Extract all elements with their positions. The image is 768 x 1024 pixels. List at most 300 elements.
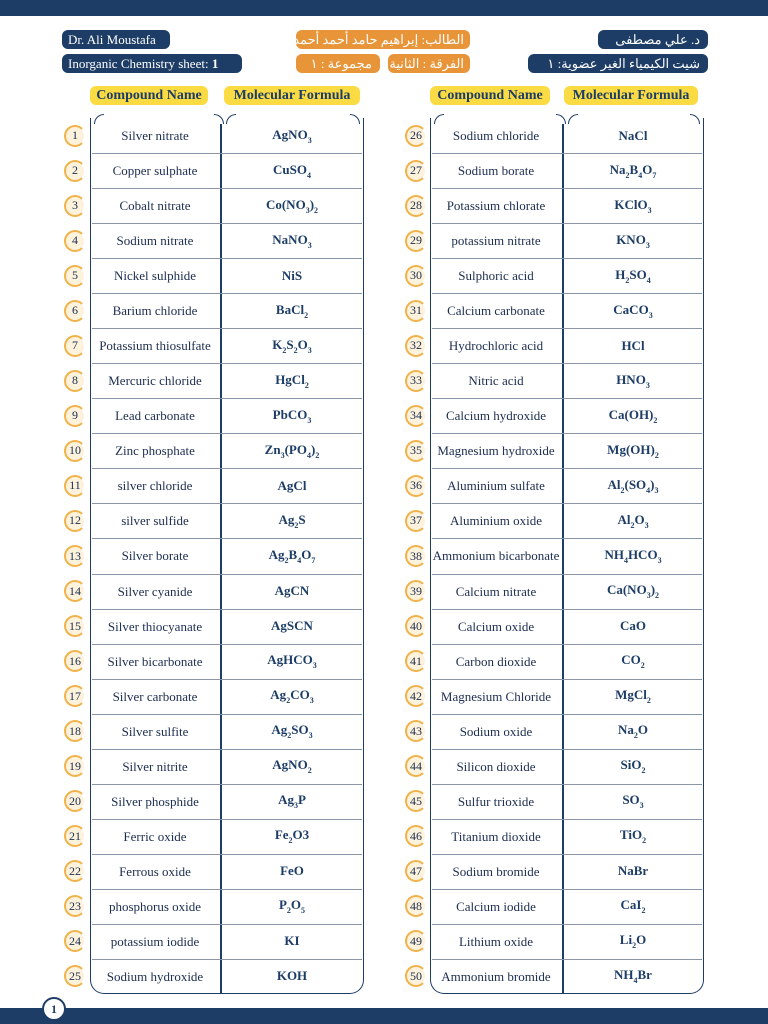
molecular-formula [220,372,364,390]
formula-part: O [634,511,645,527]
table-row [90,398,364,433]
formula-subscript: 2 [304,310,309,320]
row-number-badge [64,860,86,882]
compound-name: Ferric oxide [123,828,187,844]
table-row [90,924,364,959]
formula-part: AgNO [272,126,308,142]
table-row [90,538,364,573]
compound-name: Barium chloride [112,303,198,319]
formula-part: SO [291,722,309,738]
formula-subscript: 3 [307,345,312,355]
group-number [296,54,380,73]
row-number-badge [405,510,427,532]
formula-part: Ca(OH) [608,406,654,422]
compound-name: Sodium chloride [452,128,540,144]
row-number: 35 [410,443,422,458]
formula-part: Fe [274,827,289,843]
formula-part: Ag [268,546,285,562]
formula-part: Br [637,967,652,983]
row-number-badge [64,720,86,742]
formula-subscript: 2 [287,731,292,741]
class-level-text: الفرقة : الثانية [389,55,464,71]
formula-part: O [642,161,653,177]
formula-subscript: 2 [286,696,291,706]
row-number: 18 [69,723,81,738]
row-number: 8 [72,373,78,388]
formula-part: P [297,792,306,808]
row-number-badge [405,545,427,567]
row-number-badge [405,475,427,497]
formula-subscript: 4 [306,170,311,180]
row-number: 40 [410,618,422,633]
molecular-formula [220,687,364,705]
table-row [90,118,364,153]
row-number-badge [405,195,427,217]
molecular-formula [562,792,704,810]
molecular-formula [562,582,704,600]
author-ar-text: د. علي مصطفى [615,31,700,47]
formula-subscript: 2 [632,941,637,951]
molecular-formula [562,932,704,950]
formula-part: Ca(NO [606,582,647,598]
molecular-formula [562,442,704,460]
compound-name: potassium iodide [110,933,200,949]
formula-subscript: 2 [633,731,638,741]
compound-name: Titanium dioxide [451,828,541,844]
molecular-formula [562,407,704,425]
sheet-ar [528,54,708,73]
row-number: 7 [72,338,78,353]
molecular-formula [220,827,364,845]
row-number: 33 [410,373,422,388]
table-row [90,609,364,644]
row-number-badge [405,125,427,147]
formula-part: Ag [278,792,294,808]
formula-part: AgCl [277,477,307,493]
row-number-badge [405,650,427,672]
formula-subscript: 3 [293,801,298,811]
row-number: 42 [410,688,422,703]
compound-name: silver sulfide [121,513,189,529]
molecular-formula [220,478,364,494]
formula-part: Na [609,161,626,177]
formula-subscript: 2 [630,520,635,530]
row-number-badge [64,160,86,182]
row-number-badge [64,125,86,147]
row-number: 5 [72,268,78,283]
table-row [90,679,364,714]
formula-part: O [297,336,308,352]
sheet-en [62,54,242,73]
molecular-formula [562,197,704,215]
row-number-badge [405,160,427,182]
row-number: 10 [69,443,81,458]
formula-part: O [637,722,648,738]
row-number-badge [64,650,86,672]
formula-subscript: 3 [309,696,314,706]
sheet-ar-text: شيت الكيمياء الغير عضوية: ١ [547,55,700,71]
row-number-badge [405,580,427,602]
compound-name: Lead carbonate [115,408,195,424]
right-col-name-header [430,86,550,105]
compound-name: Cobalt nitrate [119,198,191,214]
row-number: 38 [410,548,422,563]
row-number: 43 [410,723,422,738]
table-row [90,714,364,749]
molecular-formula [220,792,364,810]
formula-part: B [288,546,298,562]
formula-part: ) [310,441,316,457]
compound-name: Magnesium hydroxide [437,443,555,459]
table-row [430,153,704,188]
table-row [430,644,704,679]
row-number-badge [405,265,427,287]
formula-subscript: 3 [657,555,662,565]
formula-part: CaI [620,897,642,913]
formula-subscript: 3 [644,520,649,530]
formula-part: (PO [284,441,307,457]
molecular-formula [220,863,364,879]
row-number-badge [405,405,427,427]
right-col-formula-text: Molecular Formula [572,87,690,103]
row-number: 15 [69,618,81,633]
molecular-formula [562,372,704,390]
formula-subscript: 2 [625,275,630,285]
formula-subscript: 3 [312,661,317,671]
row-number-badge [405,895,427,917]
row-number: 14 [69,583,81,598]
formula-subscript: 2 [641,766,646,776]
row-number-badge [64,335,86,357]
molecular-formula [220,547,364,565]
compound-name: Nitric acid [468,373,524,389]
formula-part: NaCl [618,127,648,143]
row-number-badge [405,300,427,322]
formula-part: Mg(OH) [607,441,655,457]
row-number: 23 [69,898,81,913]
compound-name: Ferrous oxide [119,863,191,879]
molecular-formula [562,267,704,285]
formula-part: HNO [616,371,646,387]
table-row [430,679,704,714]
table-row [430,959,704,994]
formula-part: NaBr [617,863,649,879]
formula-subscript: 2 [646,696,651,706]
formula-part: HCl [621,337,645,353]
formula-part: H [615,266,626,282]
formula-part: AgNO [272,757,308,773]
table-row [430,258,704,293]
table-row [430,118,704,153]
row-number: 17 [69,688,81,703]
formula-subscript: 4 [638,170,643,180]
group-number-text: مجموعة : ١ [310,55,372,71]
row-number: 39 [410,583,422,598]
molecular-formula [220,968,364,984]
row-number-badge [64,685,86,707]
formula-subscript: 2 [625,170,630,180]
molecular-formula [562,338,704,354]
formula-part: AgCN [274,583,310,599]
molecular-formula [562,128,704,144]
formula-part: Li [619,932,633,948]
row-number: 26 [410,128,422,143]
row-number-badge [405,440,427,462]
formula-part: HgCl [275,371,305,387]
formula-part: O [301,546,312,562]
molecular-formula [562,652,704,670]
formula-part: NaNO [272,231,308,247]
formula-subscript: 3 [648,310,653,320]
molecular-formula [220,933,364,949]
compound-name: Calcium oxide [457,618,535,634]
compound-name: Calcium carbonate [447,303,545,319]
table-row [90,188,364,223]
formula-subscript: 3 [307,135,312,145]
molecular-formula [220,232,364,250]
formula-subscript: 4 [623,555,628,565]
row-number-badge [64,475,86,497]
formula-part: AgSCN [271,618,313,634]
compound-name: Lithium oxide [458,933,534,949]
row-number-badge [64,615,86,637]
table-row [430,749,704,784]
molecular-formula [220,407,364,425]
table-row [90,854,364,889]
compound-name: Potassium chlorate [446,198,546,214]
table-row [430,609,704,644]
formula-subscript: 3 [308,731,313,741]
molecular-formula [562,687,704,705]
molecular-formula [562,897,704,915]
row-number: 37 [410,513,422,528]
table-row [430,784,704,819]
left-col-name-text: Compound Name [96,87,202,103]
formula-subscript: 3 [307,240,312,250]
formula-subscript: 3 [646,591,651,601]
bottom-bar [0,1008,768,1024]
row-number-badge [405,335,427,357]
molecular-formula [220,897,364,915]
formula-subscript: 2 [640,661,645,671]
row-number-badge [405,860,427,882]
formula-subscript: 2 [284,555,289,565]
formula-subscript: 2 [315,450,320,460]
row-number: 30 [410,268,422,283]
molecular-formula [220,162,364,180]
formula-part: KClO [614,196,648,212]
compound-name: Silver bicarbonate [107,653,203,669]
page-number-text: 1 [51,1001,57,1016]
molecular-formula [562,967,704,985]
molecular-formula [220,127,364,145]
row-number-badge [64,965,86,987]
table-row [90,363,364,398]
table-row [90,468,364,503]
formula-part: Na [617,722,634,738]
molecular-formula [220,618,364,634]
right-col-formula-header [564,86,698,105]
table-row [90,644,364,679]
formula-subscript: 3 [305,205,310,215]
formula-part: ) [650,582,656,598]
formula-part: CO [621,652,641,668]
row-number-badge [405,685,427,707]
table-row [90,433,364,468]
table-row [430,398,704,433]
compound-name: phosphorus oxide [108,898,202,914]
sheet-en-label: Inorganic Chemistry sheet: [68,55,209,71]
table-row [430,889,704,924]
row-number-badge [64,265,86,287]
row-number-badge [405,230,427,252]
formula-part: NH [604,546,624,562]
compound-name: Mercuric chloride [108,373,202,389]
molecular-formula [562,232,704,250]
molecular-formula [220,442,364,460]
row-number: 22 [69,863,81,878]
molecular-formula [220,722,364,740]
formula-part: KOH [276,968,308,984]
molecular-formula [562,722,704,740]
author-en-text: Dr. Ali Moustafa [68,31,156,47]
row-number-badge [64,895,86,917]
molecular-formula [562,757,704,775]
formula-part: CaO [620,618,646,634]
formula-subscript: 2 [304,380,309,390]
formula-subscript: 2 [282,345,287,355]
author-ar [598,30,708,49]
table-row [90,574,364,609]
formula-part: CuSO [273,161,307,177]
formula-part: KI [284,933,300,949]
compound-name: Silicon dioxide [456,758,536,774]
row-number: 24 [69,933,81,948]
formula-part: CaCO [613,301,649,317]
row-number: 32 [410,338,422,353]
formula-part: NH [614,967,634,983]
formula-subscript: 4 [646,485,651,495]
formula-subscript: 2 [654,450,659,460]
table-row [430,188,704,223]
row-number-badge [64,195,86,217]
compound-name: Sodium nitrate [116,233,194,249]
formula-part: SiO [620,757,642,773]
row-number: 19 [69,758,81,773]
row-number: 16 [69,653,81,668]
row-number: 36 [410,478,422,493]
formula-subscript: 4 [646,275,651,285]
molecular-formula [220,302,364,320]
formula-part: O [636,932,647,948]
formula-subscript: 7 [652,170,657,180]
row-number-badge [64,825,86,847]
formula-part: BaCl [275,301,305,317]
row-number-badge [64,755,86,777]
molecular-formula [562,827,704,845]
molecular-formula [562,863,704,879]
compound-name: Copper sulphate [112,163,198,179]
formula-part: SO [629,266,647,282]
table-row [90,889,364,924]
row-number-badge [64,580,86,602]
table-row [430,468,704,503]
compound-name: Sulfur trioxide [457,793,535,809]
row-number: 45 [410,793,422,808]
row-number: 3 [72,198,78,213]
table-row [90,153,364,188]
compound-name: potassium nitrate [451,233,541,249]
row-number-badge [64,405,86,427]
row-number: 49 [410,933,422,948]
compound-name: Calcium hydroxide [445,408,546,424]
class-level [388,54,470,73]
formula-subscript: 2 [293,345,298,355]
formula-part: TiO [619,827,643,843]
row-number-badge [405,930,427,952]
formula-subscript: 2 [288,836,293,846]
row-number: 1 [72,128,78,143]
row-number: 6 [72,303,78,318]
row-number-badge [64,230,86,252]
left-col-formula-header [224,86,360,105]
table-row [90,258,364,293]
row-number-badge [405,720,427,742]
formula-subscript: 4 [306,450,311,460]
row-number: 21 [69,828,81,843]
page-number [42,997,66,1021]
row-number: 28 [410,198,422,213]
formula-part: SO [622,792,640,808]
row-number-badge [64,370,86,392]
row-number: 27 [410,163,422,178]
left-col-name-header [90,86,208,105]
compound-name: Sulphoric acid [458,268,534,284]
compound-name: Silver borate [121,548,189,564]
molecular-formula [562,477,704,495]
formula-part: Zn [264,441,281,457]
table-row [430,819,704,854]
row-number-badge [405,615,427,637]
formula-part: PbCO [272,406,308,422]
table-row [430,363,704,398]
top-bar [0,0,768,16]
molecular-formula [220,337,364,355]
formula-part: (SO [624,476,647,492]
table-row [90,503,364,538]
molecular-formula [562,302,704,320]
row-number: 34 [410,408,422,423]
row-number: 48 [410,898,422,913]
sheet-en-number: 1 [211,55,219,71]
table-row [90,784,364,819]
row-number: 46 [410,828,422,843]
compound-name: Silver carbonate [112,688,198,704]
compound-name: Silver nitrate [121,128,189,144]
formula-part: MgCl [615,687,647,703]
compound-name: Magnesium Chloride [440,688,552,704]
formula-subscript: 2 [314,205,319,215]
molecular-formula [220,197,364,215]
row-number: 4 [72,233,78,248]
table-row [430,223,704,258]
formula-subscript: 2 [294,520,299,530]
row-number: 25 [69,968,81,983]
formula-subscript: 2 [307,766,312,776]
molecular-formula [562,512,704,530]
compound-name: Hydrochloric acid [448,338,544,354]
formula-subscript: 2 [620,485,625,495]
